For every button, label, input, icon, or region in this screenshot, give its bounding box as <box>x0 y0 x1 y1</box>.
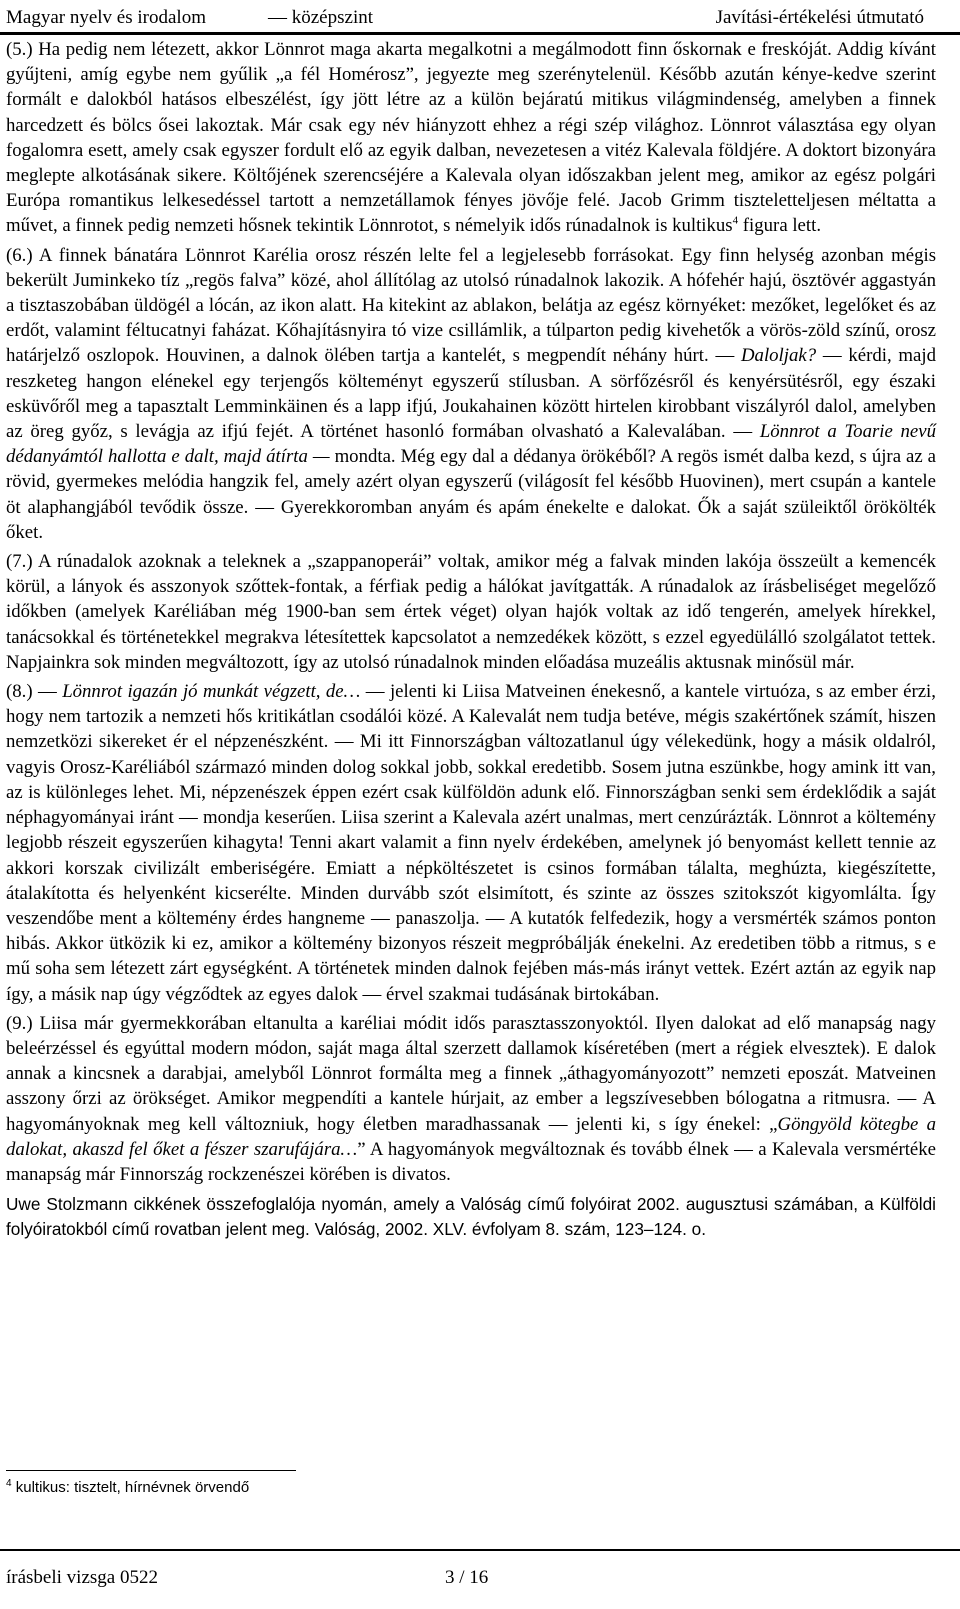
paragraph-6: (6.) A finnek bánatára Lönnrot Karélia orosz részén lelte fel a legjelesebb forrásokat. Egy finn helység azonban mégis bekerült Juminkeko tíz „regös falva” közé, ahol állítólag az utolsó rúnadalnok lakozik. A hófehér hajú, ösztövér aggastyán a tisztaszobában üldögél a lócán, az ikon alatt. Ha kitekint az ablakon, belátja az egész környéket: mezőket, legelőket és az erdőt, valamint féltucatnyi faházat. Kőhajításnyira tó vize csillámlik, a túlparton pedig kivehetők a vörös-zöld színű, orosz határjelző oszlopok. Houvinen, a dalnok ölében tartja a kantelét, s megpendít néhány húrt. — Daloljak? — kérdi, majd reszketeg hangon elénekel egy terjengős költeményt egyszerű stílusban. A sörfőzésről és kenyérsütésről, egy északi esküvőről meg a tapasztalt Lemminkäinen és a lapp ifjú, Joukahainen között hirtelen kirobbant viszályról dalol, amelyben az öreg győz, s levágja az ifjú fejét. A történet hasonló formában olvasható a Kalevalában. — Lönnrot a Toarie nevű dédanyámtól hallotta e dalt, majd átírta — mondta. Még egy dal a dédanya örökéből? A regös ismét dalba kezd, s újra az a rövid, gyermekes melódia hangzik fel, amely azért olyan egyszerű (világosít fel később Huovinen), mert csupán a kantele öt alaphangjából tevődik össze. — Gyerekkoromban anyám és apám énekelte e dalokat. Ők a saját szüleiktől örökölték őket. <box>6 244 936 543</box>
paragraph-5: (5.) Ha pedig nem létezett, akkor Lönnrot maga akarta megalkotni a megálmodott finn őskornak e freskóját. Addig kívánt gyűjteni, amíg egybe nem gyűlik „a fél Homérosz”, jegyezte meg szerénytelenül. Később azután kénye-kedve szerint formált e dalokból hatásos elbeszélést, így jött létre az a külön bejáratú mitikus világmindenség, amelyben a finnek harcedzett és bölcs ősei lakoztak. Már csak egy név hiányzott ehhez a régi szép világhoz. Lönnrot választása egy olyan fogalomra esett, amely csak egyszer fordult elő az egyik dalban, nevezetesen a vitéz Kalevala földjére. A doktort bizonyára meglepte alkotásának sikere. Költőjének szerencséjére a Kalevala olyan időszakban jelent meg, amikor az egész polgári Európa romantikus lelkesedéssel tartott a nemzetállamok fényes jövője felé. Jacob Grimm tiszteletteljesen méltatta a művet, a finnek pedig nemzeti hősnek tekintik Lönnrotot, s némelyik idős rúnadalnok is kultikus$^4$ figura lett. <box>6 39 936 237</box>
footnote-divider <box>6 1470 296 1471</box>
footnote-number: 4 <box>6 1478 12 1489</box>
paragraph-9: (9.) Liisa már gyermekkorában eltanulta a karéliai módit idős parasztasszonyoktól. Ilyen dalokat ad elő manapság nagy beleérzéssel és egyúttal modern módon, saját maga által szerzett dallamok kíséretében (mert a régiek elvesztek). E dalok annak a kincsnek a darabjai, amelyből Lönnrot formálta meg a finnek „áthagyományozott” nemzeti eposzát. Matveinen asszony őrzi az örökséget. Amikor megpendíti a kantele húrjait, az ember a legszívesebben bólogatna a ritmusra. — A hagyományoknak meg kell változniuk, hogy életben maradhassanak — jelenti ki, s így énekel: „Göngyöld kötegbe a dalokat, akaszd fel őket a fészer szarufájára…” A hagyományok megváltoznak és tovább élnek — a Kalevala versmértéke manapság már Finnország rockzenészei körében is divatos. <box>6 1012 937 1185</box>
footer-exam-code: írásbeli vizsga 0522 <box>6 1567 158 1588</box>
page-header <box>0 0 960 36</box>
header-doc-type: Javítási-értékelési útmutató <box>715 7 924 28</box>
quote-italic: Lönnrot a Toarie nevű dédanyámtól hallotta e dalt, majd átírta — <box>6 421 936 468</box>
footer-divider <box>0 1549 960 1551</box>
header-level: — középszint <box>268 7 374 28</box>
page-footer <box>0 1560 960 1596</box>
document-body <box>6 37 936 1246</box>
paragraph-8: (8.) — Lönnrot igazán jó munkát végzett, de… — jelenti ki Liisa Matveinen énekesnő, a kantele virtuóza, s az ember érzi, hogy nem tartozik a nemzeti hős kritikátlan csodálói közé. A Kalevalát nem tudja betéve, mégis szakértőnek számít, hiszen nemzetközi sikereket ér el népzenészként. — Mi itt Finnországban változatlanul úgy vélekedünk, hogy a másik oldalról, vagyis Orosz-Karéliából származó minden dolog sokkal jobb, sokkal eredetibb. Sosem jutna eszünkbe, hogy amink itt van, az is különleges lehet. Mi, népzenészek éppen ezért csak külföldön adunk elő. Finnországban senki sem érdeklődik a saját néphagyományai iránt — mondja keserűen. Liisa szerint a Kalevala azért unalmas, mert cenzúrázták. Lönnrot a költemény legjobb részeit egyszerűen kihagyta! Tenni akart valamit a finn nyelv érdekében, amelynek jó benyomást kellett tennie az akkori korszak civilizált emberiségére. Emiatt a népköltészetet is csinos formában tálalta, meghúzta, kiegészítette, átalakította és helyenként kicserélte. Minden durvább szót elsimított, és szinte az összes szitokszót kigyomlálta. Így veszendőbe ment a költemény érdes hangneme — panaszolja. — A kutatók felfedezik, hogy a versmérték számos ponton hibás. Akkor ütközik ki ez, amikor a költemény bizonyos részeit megpróbálják énekelni. Az eredetiben több a ritmus, s e mű soha sem létezett zárt egységként. A történetek minden dalnok fejében más-más irányt vettek. Ezért aztán az egyik nap így, a másik nap úgy végződtek az egyes dalok — érvel szakmai tudásának birtokában. <box>6 681 936 1005</box>
page-number: 3 / 16 <box>445 1567 489 1588</box>
quote-italic: Göngyöld kötegbe a dalokat, akaszd fel őket a fészer szarufájára… <box>6 1113 937 1160</box>
paragraph-7: (7.) A rúnadalok azoknak a teleknek a „szappanoperái” voltak, amikor még a falvak minden lakója összeült a kemencék körül, a lányok és asszonyok szőttek-fontak, a férfiak pedig a hálókat javítgatták. A rúnadalok az írásbeliséget megelőző időkben (amelyek Karéliában még 1900-ban sem értek véget) olyan hajók voltak az idő tengerén, amelyek hírekkel, tanácsokkal és történetekkel megrakva létesítettek kapcsolatot a nemzedékek között, s ezzel egyedülálló szolgálatot tettek. Napjainkra sok minden megváltozott, így az utolsó rúnadalnok minden előadása muzeális aktusnak minősül már. <box>6 551 936 673</box>
header-divider <box>0 32 960 35</box>
quote-italic: Daloljak? <box>740 345 817 367</box>
footnote-ref[interactable]: 4 <box>732 215 739 228</box>
header-subject: Magyar nyelv és irodalom <box>6 7 206 28</box>
source-citation: Uwe Stolzmann cikkének összefoglalója nyomán, amely a Valóság című folyóirat 2002. augusztusi számában, a Külföldi folyóiratokból című rovatban jelent meg. Valóság, 2002. XLV. évfolyam 8. szám, 123–124. o. <box>6 1194 936 1240</box>
footnote-text: kultikus: tisztelt, hírnévnek örvendő <box>11 1479 250 1496</box>
footnote <box>6 1478 706 1498</box>
quote-italic: Lönnrot igazán jó munkát végzett, de… <box>62 681 361 703</box>
